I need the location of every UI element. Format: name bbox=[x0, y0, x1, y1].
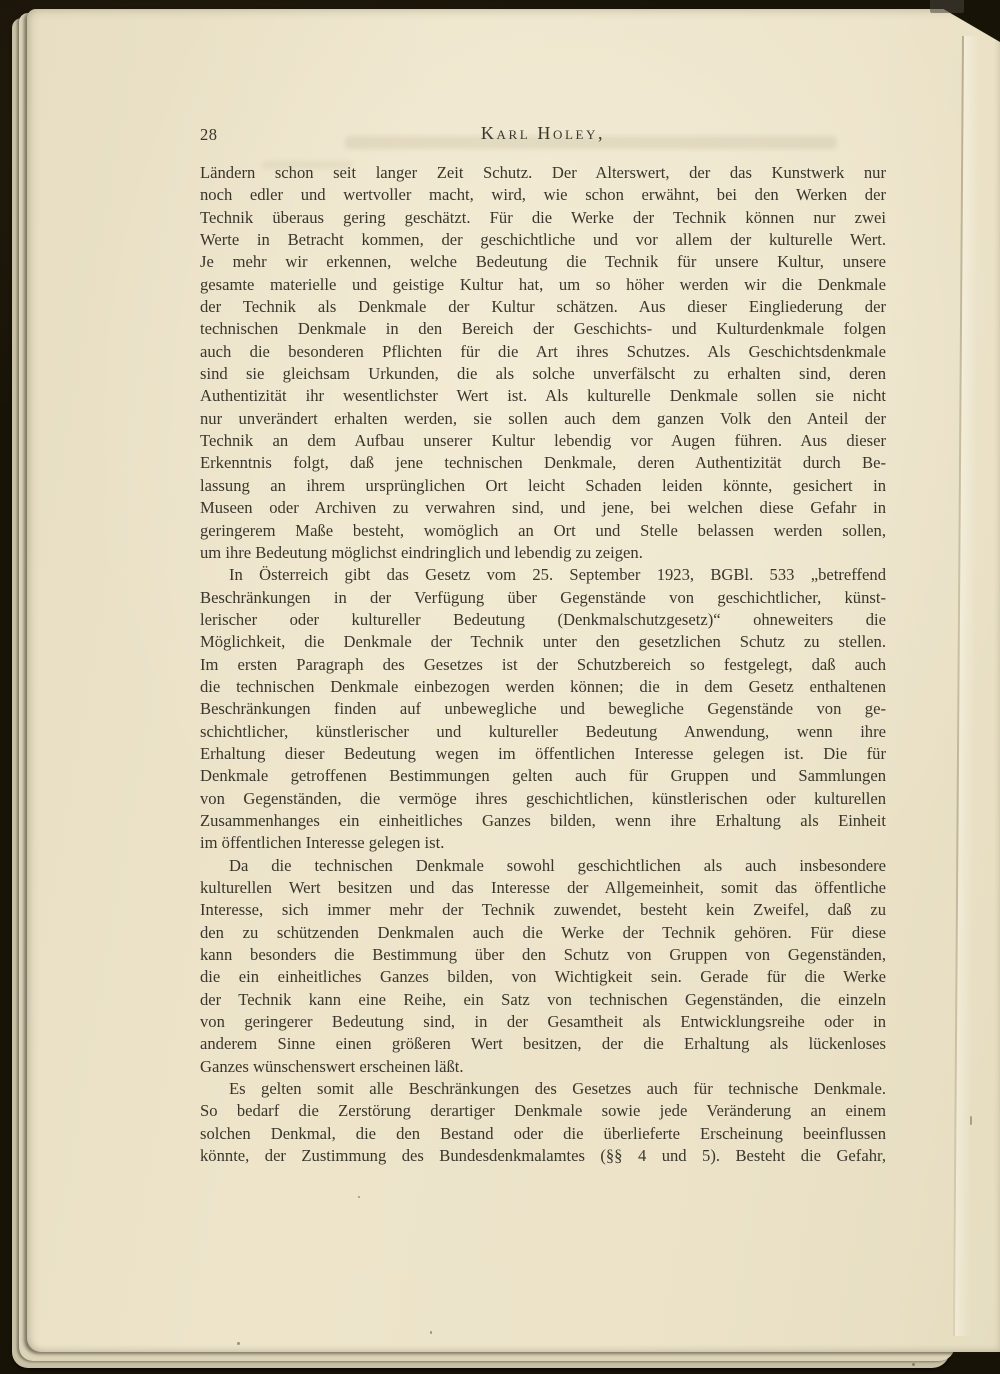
text-line: den zu schützenden Denkmalen auch die Werke der Technik gehören. Für diese bbox=[200, 922, 886, 942]
dust-speck bbox=[430, 1331, 432, 1334]
text-line: könnte, der Zustimmung des Bundesdenkmalamtes (§§ 4 und 5). Besteht die Gefahr, bbox=[200, 1146, 886, 1166]
text-line: nur unverändert erhalten werden, sie sollen auch dem ganzen Volk den Anteil der bbox=[200, 408, 886, 428]
text-line: technischen Denkmale in den Bereich der Geschichts- und Kulturdenkmale folgen bbox=[200, 319, 886, 339]
text-line: kann besonders die Bestimmung über den Schutz von Gruppen von Gegenständen, bbox=[200, 945, 886, 965]
text-line: Denkmale getroffenen Bestimmungen gelten auch für Gruppen und Sammlungen bbox=[200, 766, 886, 786]
text-line: auch die besonderen Pflichten für die Art ihres Schutzes. Als Geschichtsdenkmale bbox=[200, 341, 886, 361]
paragraph bbox=[200, 162, 886, 564]
text-line: Authentizität ihr wesentlichster Wert ist. Als kulturelle Denkmale sollen sie nicht bbox=[200, 386, 886, 406]
running-header: Karl Holey, bbox=[480, 123, 606, 143]
text-line: Technik überaus gering geschätzt. Für die Werke der Technik können nur zwei bbox=[200, 207, 886, 227]
text-line: von Gegenständen, die vermöge ihres geschichtlichen, künstlerischen oder kulturellen bbox=[200, 788, 886, 808]
dust-speck bbox=[237, 1342, 240, 1345]
text-line: Interesse, sich immer mehr der Technik zuwendet, besteht kein Zweifel, daß zu bbox=[200, 900, 886, 920]
text-line: der Technik als Denkmale der Kultur schätzen. Aus dieser Eingliederung der bbox=[200, 297, 886, 317]
text-line: Erkenntnis folgt, daß jene technischen Denkmale, deren Authentizität durch Be- bbox=[200, 453, 886, 473]
text-line: So bedarf die Zerstörung derartiger Denkmale sowie jede Veränderung an einem bbox=[200, 1101, 886, 1121]
paragraph bbox=[200, 1078, 886, 1167]
text-line: die technischen Denkmale einbezogen werden können; die in dem Gesetz enthaltenen bbox=[200, 676, 886, 696]
dust-speck bbox=[358, 1196, 360, 1198]
text-line: Da die technischen Denkmale sowohl geschichtlichen als auch insbesondere bbox=[229, 855, 886, 875]
text-line: Es gelten somit alle Beschränkungen des Gesetzes auch für technische Denkmale. bbox=[229, 1079, 886, 1099]
text-line: lerischer oder kultureller Bedeutung (Denkmalschutzgesetz)“ ohneweiters die bbox=[200, 609, 886, 629]
text-line: Zusammenhanges ein einheitliches Ganzes bilden, wenn ihre Erhaltung als Einheit bbox=[200, 810, 886, 830]
text-line: im öffentlichen Interesse gelegen ist. bbox=[200, 833, 445, 853]
text-line: Museen oder Archiven zu verwahren sind, und jene, bei welchen diese Gefahr in bbox=[200, 498, 886, 518]
text-line: geringerem Maße besteht, womöglich an Ort und Stelle belassen werden sollen, bbox=[200, 520, 886, 540]
text-line: In Österreich gibt das Gesetz vom 25. September 1923, BGBl. 533 „betreffend bbox=[229, 565, 886, 585]
text-line: Technik an dem Aufbau unserer Kultur lebendig vor Augen führen. Aus dieser bbox=[200, 431, 886, 451]
text-line: Im ersten Paragraph des Gesetzes ist der Schutzbereich so festgelegt, daß auch bbox=[200, 654, 886, 674]
text-line: von geringerer Bedeutung sind, in der Gesamtheit als Entwicklungsreihe oder in bbox=[200, 1012, 886, 1032]
text-line: die ein einheitliches Ganzes bilden, von Wichtigkeit sein. Gerade für die Werke bbox=[200, 967, 886, 987]
text-line: sind sie gleichsam Urkunden, die als solche unverfälscht zu erhalten sind, deren bbox=[200, 364, 886, 384]
paragraph bbox=[200, 855, 886, 1078]
text-line: Erhaltung dieser Bedeutung wegen im öffentlichen Interesse gelegen ist. Die für bbox=[200, 743, 886, 763]
text-line: Werte in Betracht kommen, der geschichtliche und vor allem der kulturelle Wert. bbox=[200, 230, 886, 250]
text-line: um ihre Bedeutung möglichst eindringlich und lebendig zu zeigen. bbox=[200, 542, 643, 562]
text-line: kulturellen Wert besitzen und das Interesse der Allgemeinheit, somit das öffentliche bbox=[200, 878, 886, 897]
dust-speck bbox=[912, 1363, 915, 1366]
text-line: Beschränkungen in der Verfügung über Gegenstände von geschichtlicher, künst- bbox=[200, 587, 886, 607]
text-line: noch edler und wertvoller macht, wird, wie schon erwähnt, bei den Werken der bbox=[200, 185, 886, 205]
text-line: solchen Denkmal, die den Bestand oder die überlieferte Erscheinung beeinflussen bbox=[200, 1123, 886, 1143]
text-line: lassung an ihrem ursprünglichen Ort leicht Schaden leiden könnte, gesichert in bbox=[200, 475, 886, 495]
page-number: 28 bbox=[200, 125, 218, 144]
text-line: Beschränkungen finden auf unbewegliche und bewegliche Gegenstände von ge- bbox=[200, 699, 886, 719]
text-line: schichtlicher, künstlerischer und kultureller Bedeutung Anwendung, wenn ihre bbox=[200, 721, 886, 741]
text-line: Möglichkeit, die Denkmale der Technik unter den gesetzlichen Schutz zu stellen. bbox=[200, 632, 886, 652]
background-object bbox=[930, 0, 964, 13]
text-line: Ganzes wünschenswert erscheinen läßt. bbox=[200, 1056, 464, 1076]
paragraph bbox=[200, 564, 886, 854]
text-line: Ländern schon seit langer Zeit Schutz. Der Alterswert, der das Kunstwerk nur bbox=[200, 163, 886, 182]
text-line: der Technik kann eine Reihe, ein Satz von technischen Gegenständen, die einzeln bbox=[200, 989, 886, 1009]
text-line: anderem Sinne einen größeren Wert besitzen, der die Erhaltung als lückenloses bbox=[200, 1034, 886, 1054]
text-line: gesamte materielle und geistige Kultur hat, um so höher werden wir die Denkmale bbox=[200, 274, 886, 294]
page-header bbox=[200, 123, 886, 147]
paper-nick bbox=[970, 1116, 972, 1125]
text-block bbox=[200, 162, 886, 1167]
text-line: Je mehr wir erkennen, welche Bedeutung die Technik für unsere Kultur, unsere bbox=[200, 252, 886, 272]
